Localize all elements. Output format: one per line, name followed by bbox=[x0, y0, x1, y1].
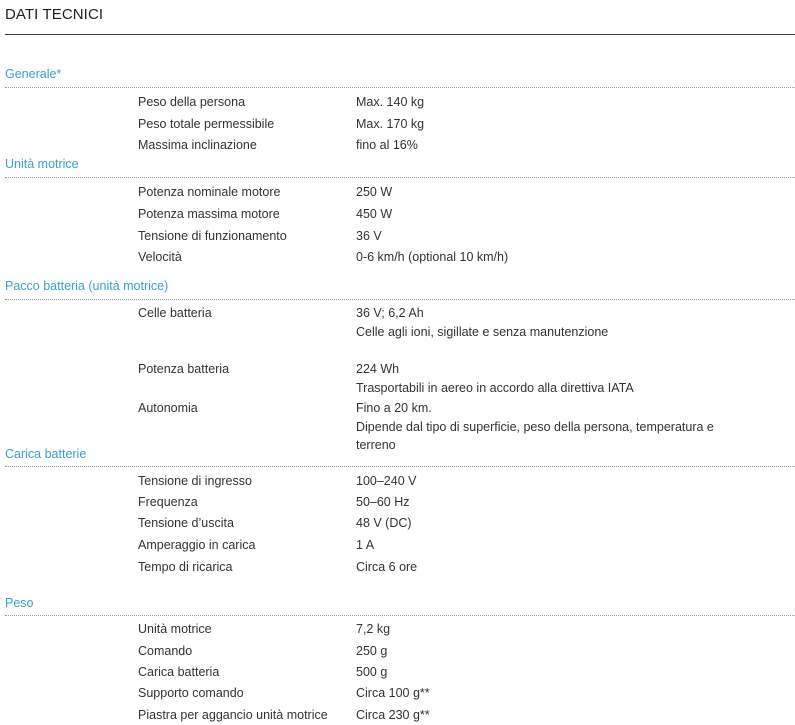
spec-value-line: Trasportabili in aereo in accordo alla direttiva IATA bbox=[356, 380, 634, 395]
spec-value-line: 1 A bbox=[356, 538, 375, 552]
spec-value-line: Circa 100 g** bbox=[356, 686, 430, 700]
section-divider bbox=[5, 466, 795, 467]
spec-value bbox=[356, 115, 776, 134]
spec-label: Potenza nominale motore bbox=[138, 185, 281, 199]
spec-value bbox=[356, 93, 776, 112]
spec-value bbox=[356, 493, 776, 512]
spec-label: Comando bbox=[138, 644, 193, 658]
spec-value bbox=[356, 706, 776, 725]
spec-value-line: Max. 140 kg bbox=[356, 95, 425, 109]
spec-value-line: fino al 16% bbox=[356, 138, 418, 152]
spec-label: Frequenza bbox=[138, 495, 198, 509]
spec-value bbox=[356, 136, 776, 155]
spec-value-line: Circa 230 g** bbox=[356, 708, 430, 722]
spec-label: Tensione di ingresso bbox=[138, 474, 252, 488]
spec-value-line: 224 Wh bbox=[356, 362, 400, 376]
spec-value-line: Celle agli ioni, sigillate e senza manutenzione bbox=[356, 324, 609, 339]
spec-label: Unità motrice bbox=[138, 622, 212, 636]
spec-value bbox=[356, 360, 776, 397]
section-title: Carica batterie bbox=[5, 447, 87, 461]
spec-value-line: terreno bbox=[356, 438, 396, 452]
spec-label: Potenza batteria bbox=[138, 362, 230, 376]
page-title: DATI TECNICI bbox=[5, 6, 104, 23]
spec-value bbox=[356, 514, 776, 533]
spec-value-line: 7,2 kg bbox=[356, 622, 391, 636]
spec-value bbox=[356, 620, 776, 639]
spec-label: Velocità bbox=[138, 250, 182, 264]
spec-value-line: 50–60 Hz bbox=[356, 495, 410, 509]
section-divider bbox=[5, 615, 795, 616]
spec-value bbox=[356, 304, 776, 341]
spec-label: Peso totale permessibile bbox=[138, 117, 275, 131]
spec-value-line: Circa 6 ore bbox=[356, 560, 418, 574]
spec-value bbox=[356, 183, 776, 202]
section-title: Unità motrice bbox=[5, 157, 79, 171]
spec-label: Peso della persona bbox=[138, 95, 246, 109]
section-title: Generale* bbox=[5, 67, 62, 81]
section-divider bbox=[5, 299, 795, 300]
spec-value bbox=[356, 472, 776, 491]
section-title: Peso bbox=[5, 596, 34, 610]
section-title: Pacco batteria (unità motrice) bbox=[5, 279, 169, 293]
spec-value-line: 250 W bbox=[356, 185, 393, 199]
spec-label: Amperaggio in carica bbox=[138, 538, 256, 552]
spec-label: Potenza massima motore bbox=[138, 207, 280, 221]
section-divider bbox=[5, 87, 795, 88]
spec-value bbox=[356, 399, 776, 455]
spec-value-line: 450 W bbox=[356, 207, 393, 221]
title-divider bbox=[5, 34, 795, 35]
spec-value bbox=[356, 663, 776, 682]
section-divider bbox=[5, 177, 795, 178]
spec-value-line: 250 g bbox=[356, 644, 388, 658]
spec-value-line: 36 V; 6,2 Ah bbox=[356, 306, 424, 320]
spec-value bbox=[356, 684, 776, 703]
spec-label: Piastra per aggancio unità motrice bbox=[138, 708, 328, 722]
spec-value-line: 48 V (DC) bbox=[356, 516, 412, 530]
spec-value bbox=[356, 227, 776, 246]
spec-value-line: Max. 170 kg bbox=[356, 117, 425, 131]
spec-label: Tempo di ricarica bbox=[138, 560, 233, 574]
spec-value-line: 100–240 V bbox=[356, 474, 417, 488]
spec-label: Celle batteria bbox=[138, 306, 212, 320]
spec-value-line: Dipende dal tipo di superficie, peso della persona, temperatura e bbox=[356, 419, 714, 434]
spec-value-line: Fino a 20 km. bbox=[356, 401, 432, 415]
spec-label: Tensione d’uscita bbox=[138, 516, 234, 530]
spec-value-line: 500 g bbox=[356, 665, 388, 679]
spec-value bbox=[356, 536, 776, 555]
spec-value bbox=[356, 558, 776, 577]
spec-value bbox=[356, 248, 776, 267]
spec-value-line: 0-6 km/h (optional 10 km/h) bbox=[356, 250, 509, 264]
spec-label: Massima inclinazione bbox=[138, 138, 257, 152]
spec-value-line: 36 V bbox=[356, 229, 382, 243]
spec-label: Tensione di funzionamento bbox=[138, 229, 287, 243]
spec-label: Supporto comando bbox=[138, 686, 244, 700]
spec-label: Autonomia bbox=[138, 401, 198, 415]
spec-label: Carica batteria bbox=[138, 665, 220, 679]
spec-value bbox=[356, 205, 776, 224]
spec-value bbox=[356, 642, 776, 661]
